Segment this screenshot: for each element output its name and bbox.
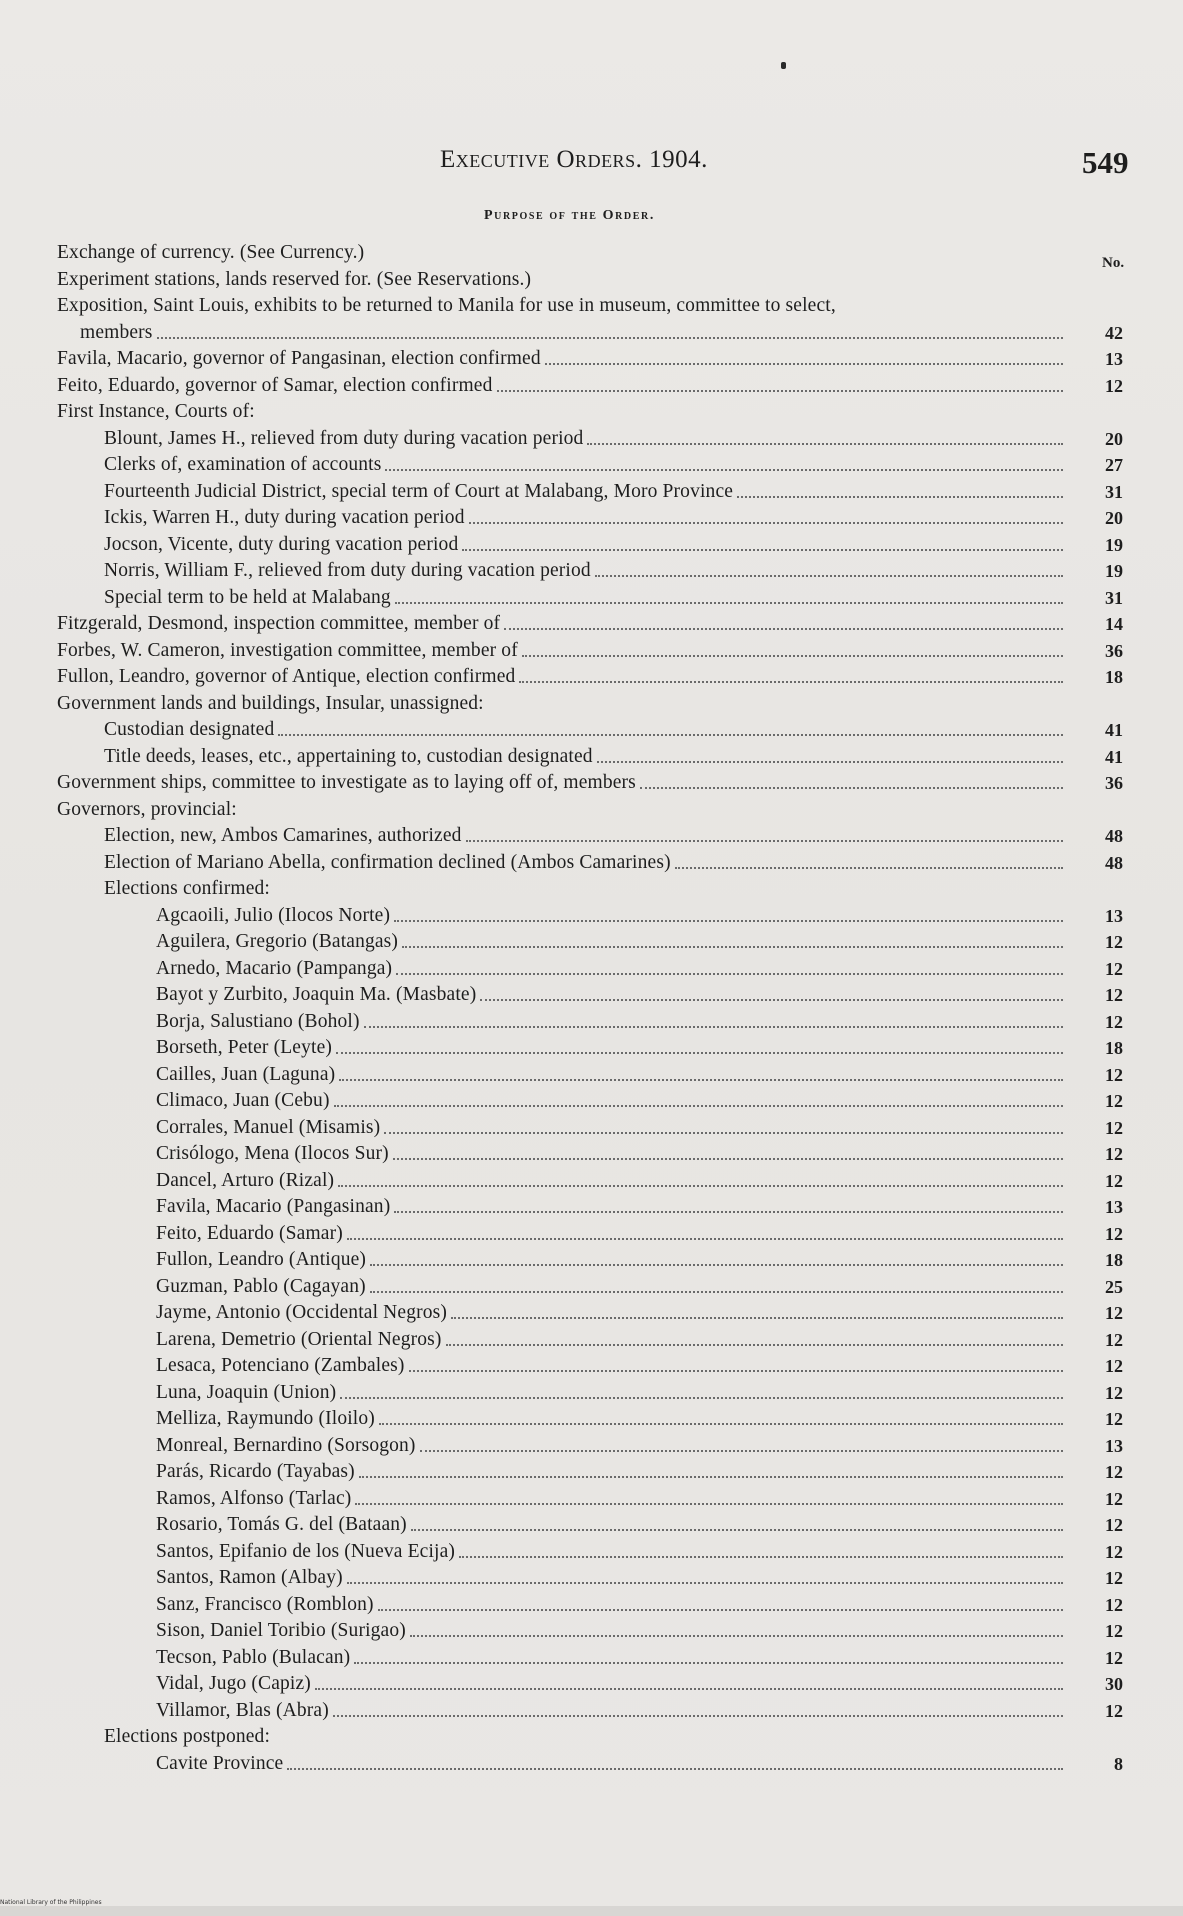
entry-text: Forbes, W. Cameron, investigation committee, member of bbox=[57, 639, 518, 661]
entry-text: Tecson, Pablo (Bulacan) bbox=[156, 1646, 351, 1668]
dot-leader bbox=[411, 1529, 1063, 1531]
order-number: 41 bbox=[1105, 720, 1123, 740]
entry-text: Santos, Ramon (Albay) bbox=[156, 1567, 343, 1588]
dot-leader bbox=[394, 1211, 1063, 1213]
dot-leader bbox=[157, 337, 1063, 339]
order-number: 48 bbox=[1105, 852, 1123, 873]
index-entry bbox=[0, 426, 1183, 453]
order-number: 12 bbox=[1105, 1515, 1123, 1535]
entry-text: Vidal, Jugo (Capiz) bbox=[156, 1673, 311, 1694]
entry-text: Fitzgerald, Desmond, inspection committee, member of bbox=[57, 613, 501, 634]
entry-text: Experiment stations, lands reserved for. (See Reservations.) bbox=[57, 268, 532, 290]
index-entry bbox=[0, 850, 1183, 877]
dot-leader bbox=[395, 602, 1063, 604]
entry-text: Sanz, Francisco (Romblon) bbox=[156, 1593, 374, 1615]
index-entry bbox=[0, 1698, 1183, 1725]
order-number: 12 bbox=[1105, 1356, 1123, 1376]
entry-text: Election of Mariano Abella, confirmation declined (Ambos Camarines) bbox=[104, 851, 671, 873]
index-entry bbox=[0, 479, 1183, 506]
entry-text: Larena, Demetrio (Oriental Negros) bbox=[156, 1328, 442, 1350]
index-entry bbox=[0, 373, 1183, 400]
index-entry bbox=[0, 638, 1183, 665]
index-entry bbox=[0, 1751, 1183, 1778]
order-number: 12 bbox=[1105, 958, 1123, 979]
dot-leader bbox=[347, 1582, 1063, 1584]
order-number: 41 bbox=[1105, 746, 1123, 767]
dot-leader bbox=[379, 1423, 1063, 1425]
dot-leader bbox=[364, 1026, 1063, 1028]
entry-text: Favila, Macario (Pangasinan) bbox=[156, 1196, 391, 1217]
entry-text: Exchange of currency. (See Currency.) bbox=[57, 242, 365, 263]
order-number: 12 bbox=[1105, 1144, 1123, 1164]
entry-text: Sison, Daniel Toribio (Surigao) bbox=[156, 1620, 406, 1641]
entry-text: Governors, provincial: bbox=[57, 798, 237, 820]
dot-leader bbox=[384, 1132, 1063, 1134]
index-entry bbox=[0, 903, 1183, 930]
entry-text: Corrales, Manuel (Misamis) bbox=[156, 1116, 381, 1138]
dot-leader bbox=[480, 999, 1063, 1001]
dot-leader bbox=[737, 496, 1063, 498]
order-number: 13 bbox=[1105, 1197, 1123, 1217]
order-number: 12 bbox=[1105, 985, 1123, 1005]
order-number: 25 bbox=[1105, 1276, 1123, 1297]
dot-leader bbox=[469, 522, 1063, 524]
entry-text: Borseth, Peter (Leyte) bbox=[156, 1037, 333, 1058]
index-entry bbox=[0, 929, 1183, 956]
dot-leader bbox=[340, 1397, 1063, 1399]
section-subheader: Purpose of the Order. bbox=[484, 208, 655, 223]
entry-text: Elections postponed: bbox=[104, 1726, 271, 1747]
order-number: 12 bbox=[1105, 932, 1123, 952]
order-number: 19 bbox=[1105, 534, 1123, 555]
index-entry bbox=[0, 1592, 1183, 1619]
order-number: 12 bbox=[1105, 1541, 1123, 1562]
index-entry bbox=[0, 1221, 1183, 1248]
dot-leader bbox=[402, 946, 1063, 948]
dot-leader bbox=[394, 920, 1063, 922]
index-entry bbox=[0, 797, 1183, 824]
index-entry bbox=[0, 1168, 1183, 1195]
order-number: 12 bbox=[1105, 1091, 1123, 1111]
order-number: 13 bbox=[1105, 905, 1123, 926]
page-title: Executive Orders. 1904. bbox=[440, 146, 708, 173]
order-number: 12 bbox=[1105, 1011, 1123, 1032]
dot-leader bbox=[519, 681, 1063, 683]
index-entry bbox=[0, 717, 1183, 744]
dot-leader bbox=[595, 575, 1063, 577]
order-number: 12 bbox=[1105, 1117, 1123, 1138]
entry-text: Fullon, Leandro (Antique) bbox=[156, 1249, 367, 1270]
index-entry bbox=[0, 1671, 1183, 1698]
index-entry bbox=[0, 1327, 1183, 1354]
entry-text: Bayot y Zurbito, Joaquin Ma. (Masbate) bbox=[156, 984, 477, 1005]
dot-leader bbox=[315, 1688, 1063, 1690]
order-number: 19 bbox=[1105, 561, 1123, 581]
order-number: 12 bbox=[1105, 1409, 1123, 1429]
dot-leader bbox=[640, 787, 1063, 789]
dot-leader bbox=[336, 1052, 1063, 1054]
order-number: 18 bbox=[1105, 667, 1123, 687]
scan-credit: National Library of the Philippines bbox=[0, 1899, 102, 1906]
entry-text: Election, new, Ambos Camarines, authorized bbox=[104, 825, 462, 846]
order-number: 12 bbox=[1105, 1329, 1123, 1350]
order-number: 42 bbox=[1105, 322, 1123, 343]
entry-text: Santos, Epifanio de los (Nueva Ecija) bbox=[156, 1540, 456, 1562]
index-entry bbox=[0, 1035, 1183, 1062]
index-entry bbox=[0, 1300, 1183, 1327]
order-number: 12 bbox=[1105, 375, 1123, 396]
index-entry bbox=[0, 1539, 1183, 1566]
index-entry bbox=[0, 1512, 1183, 1539]
dot-leader bbox=[355, 1503, 1063, 1505]
entry-text: Rosario, Tomás G. del (Bataan) bbox=[156, 1514, 407, 1535]
dot-leader bbox=[338, 1185, 1063, 1187]
dot-leader bbox=[410, 1635, 1063, 1637]
entry-text: Norris, William F., relieved from duty during vacation period bbox=[104, 560, 591, 581]
dot-leader bbox=[385, 469, 1063, 471]
dot-leader bbox=[451, 1317, 1063, 1319]
order-number: 12 bbox=[1105, 1647, 1123, 1668]
entry-text: Government lands and buildings, Insular, unassigned: bbox=[57, 692, 484, 714]
entry-text: Feito, Eduardo (Samar) bbox=[156, 1222, 343, 1244]
scan-edge bbox=[0, 1906, 1183, 1916]
dot-leader bbox=[339, 1079, 1063, 1081]
index-entry bbox=[0, 1274, 1183, 1301]
order-number: 12 bbox=[1105, 1064, 1123, 1085]
index-entry bbox=[0, 532, 1183, 559]
order-number: 20 bbox=[1105, 508, 1123, 528]
page-number: 549 bbox=[1082, 145, 1129, 180]
index-entry bbox=[0, 982, 1183, 1009]
dot-leader bbox=[466, 840, 1063, 842]
dot-leader bbox=[334, 1105, 1063, 1107]
index-entry bbox=[0, 1115, 1183, 1142]
number-column-heading: No. bbox=[1102, 255, 1125, 271]
entry-text: Dancel, Arturo (Rizal) bbox=[156, 1169, 335, 1191]
index-entry bbox=[0, 585, 1183, 612]
index-entry bbox=[0, 691, 1183, 718]
order-number: 18 bbox=[1105, 1038, 1123, 1058]
order-number: 12 bbox=[1105, 1462, 1123, 1482]
entry-text: Melliza, Raymundo (Iloilo) bbox=[156, 1408, 375, 1429]
index-entry bbox=[0, 1565, 1183, 1592]
entry-text: Borja, Salustiano (Bohol) bbox=[156, 1010, 360, 1032]
index-entry bbox=[0, 1618, 1183, 1645]
dot-leader bbox=[333, 1715, 1063, 1717]
order-number: 12 bbox=[1105, 1594, 1123, 1615]
order-number: 14 bbox=[1105, 614, 1123, 634]
order-number: 36 bbox=[1105, 773, 1123, 793]
dot-leader bbox=[545, 363, 1063, 365]
index-entry bbox=[0, 611, 1183, 638]
index-entry bbox=[0, 346, 1183, 373]
scan-speck bbox=[781, 62, 786, 69]
index-entry bbox=[0, 1088, 1183, 1115]
order-number: 31 bbox=[1105, 481, 1123, 502]
order-number: 12 bbox=[1105, 1382, 1123, 1403]
order-number: 13 bbox=[1105, 1435, 1123, 1456]
index-entry bbox=[0, 1062, 1183, 1089]
entry-text: Agcaoili, Julio (Ilocos Norte) bbox=[156, 904, 391, 926]
dot-leader bbox=[287, 1768, 1063, 1770]
order-number: 8 bbox=[1114, 1753, 1123, 1774]
dot-leader bbox=[597, 761, 1063, 763]
index-entry bbox=[0, 558, 1183, 585]
order-number: 12 bbox=[1105, 1621, 1123, 1641]
dot-leader bbox=[359, 1476, 1063, 1478]
dot-leader bbox=[396, 973, 1063, 975]
entry-text: Favila, Macario, governor of Pangasinan, election confirmed bbox=[57, 348, 541, 369]
index-entry bbox=[0, 823, 1183, 850]
index-entry bbox=[0, 1247, 1183, 1274]
dot-leader bbox=[446, 1344, 1063, 1346]
order-number: 36 bbox=[1105, 640, 1123, 661]
order-number: 48 bbox=[1105, 826, 1123, 846]
entry-text: Exposition, Saint Louis, exhibits to be returned to Manila for use in museum, committee to select, bbox=[57, 295, 836, 316]
entry-text: members bbox=[80, 321, 153, 343]
index-entry bbox=[0, 1194, 1183, 1221]
entry-text: Climaco, Juan (Cebu) bbox=[156, 1090, 330, 1111]
entry-text: Clerks of, examination of accounts bbox=[104, 454, 382, 475]
index-entry bbox=[0, 956, 1183, 983]
index-entry bbox=[0, 320, 1183, 347]
index-entry bbox=[0, 240, 1183, 267]
dot-leader bbox=[522, 655, 1063, 657]
order-number: 12 bbox=[1105, 1223, 1123, 1244]
index-entry bbox=[0, 1141, 1183, 1168]
order-number: 30 bbox=[1105, 1674, 1123, 1694]
order-number: 12 bbox=[1105, 1303, 1123, 1323]
entry-text: Feito, Eduardo, governor of Samar, election confirmed bbox=[57, 374, 493, 396]
order-number: 12 bbox=[1105, 1170, 1123, 1191]
dot-leader bbox=[370, 1291, 1063, 1293]
dot-leader bbox=[497, 390, 1063, 392]
index-entry bbox=[0, 452, 1183, 479]
index-entry bbox=[0, 1380, 1183, 1407]
dot-leader bbox=[675, 867, 1063, 869]
entry-text: Guzman, Pablo (Cagayan) bbox=[156, 1275, 366, 1297]
dot-leader bbox=[354, 1662, 1063, 1664]
dot-leader bbox=[347, 1238, 1063, 1240]
order-number: 20 bbox=[1105, 428, 1123, 449]
dot-leader bbox=[278, 734, 1063, 736]
order-number: 27 bbox=[1105, 455, 1123, 475]
index-entry bbox=[0, 1433, 1183, 1460]
entry-text: Fullon, Leandro, governor of Antique, election confirmed bbox=[57, 666, 516, 687]
index-entry bbox=[0, 1486, 1183, 1513]
entry-text: Blount, James H., relieved from duty during vacation period bbox=[104, 427, 584, 449]
index-entry bbox=[0, 876, 1183, 903]
entry-text: Ramos, Alfonso (Tarlac) bbox=[156, 1487, 352, 1509]
entry-text: Custodian designated bbox=[104, 719, 275, 740]
index-entry bbox=[0, 770, 1183, 797]
entry-text: Cailles, Juan (Laguna) bbox=[156, 1063, 336, 1085]
index-entry bbox=[0, 1009, 1183, 1036]
entry-text: Luna, Joaquin (Union) bbox=[156, 1381, 337, 1403]
dot-leader bbox=[378, 1609, 1063, 1611]
dot-leader bbox=[587, 443, 1063, 445]
order-number: 12 bbox=[1105, 1700, 1123, 1721]
entry-text: Arnedo, Macario (Pampanga) bbox=[156, 957, 393, 979]
entry-text: Government ships, committee to investigate as to laying off of, members bbox=[57, 772, 636, 793]
entry-text: Fourteenth Judicial District, special term of Court at Malabang, Moro Province bbox=[104, 480, 734, 502]
order-number: 18 bbox=[1105, 1250, 1123, 1270]
order-number: 31 bbox=[1105, 587, 1123, 608]
entry-text: First Instance, Courts of: bbox=[57, 401, 255, 422]
order-number: 12 bbox=[1105, 1488, 1123, 1509]
dot-leader bbox=[393, 1158, 1063, 1160]
dot-leader bbox=[459, 1556, 1063, 1558]
entry-text: Monreal, Bernardino (Sorsogon) bbox=[156, 1434, 416, 1456]
dot-leader bbox=[420, 1450, 1063, 1452]
index-entry bbox=[0, 293, 1183, 320]
entry-text: Lesaca, Potenciano (Zambales) bbox=[156, 1355, 405, 1376]
entry-text: Elections confirmed: bbox=[104, 878, 270, 899]
index-entry bbox=[0, 1459, 1183, 1486]
index-entry bbox=[0, 1406, 1183, 1433]
entry-text: Jocson, Vicente, duty during vacation period bbox=[104, 533, 459, 555]
index-entry bbox=[0, 399, 1183, 426]
index-entry bbox=[0, 1353, 1183, 1380]
index-entry bbox=[0, 267, 1183, 294]
entry-text: Aguilera, Gregorio (Batangas) bbox=[156, 931, 399, 952]
entry-text: Crisólogo, Mena (Ilocos Sur) bbox=[156, 1143, 389, 1164]
entry-text: Villamor, Blas (Abra) bbox=[156, 1699, 329, 1721]
index-entry bbox=[0, 1645, 1183, 1672]
dot-leader bbox=[409, 1370, 1063, 1372]
entry-text: Cavite Province bbox=[156, 1752, 284, 1774]
index-entry bbox=[0, 744, 1183, 771]
dot-leader bbox=[462, 549, 1063, 551]
dot-leader bbox=[370, 1264, 1063, 1266]
order-number: 12 bbox=[1105, 1568, 1123, 1588]
index-entry bbox=[0, 505, 1183, 532]
index-entry bbox=[0, 1724, 1183, 1751]
entry-text: Special term to be held at Malabang bbox=[104, 586, 391, 608]
entry-text: Jayme, Antonio (Occidental Negros) bbox=[156, 1302, 448, 1323]
dot-leader bbox=[504, 628, 1063, 630]
order-number: 13 bbox=[1105, 349, 1123, 369]
entry-text: Parás, Ricardo (Tayabas) bbox=[156, 1461, 355, 1482]
entry-text: Ickis, Warren H., duty during vacation period bbox=[104, 507, 465, 528]
entry-text: Title deeds, leases, etc., appertaining to, custodian designated bbox=[104, 745, 593, 767]
index-entry bbox=[0, 664, 1183, 691]
